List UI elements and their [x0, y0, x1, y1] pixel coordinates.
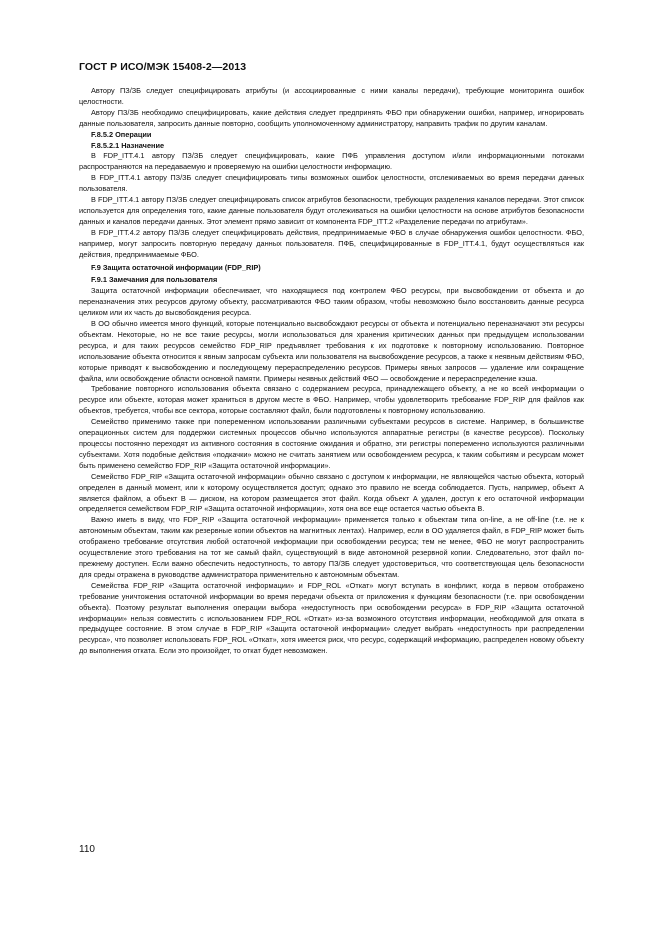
section-heading: F.9 Защита остаточной информации (FDP_RIP) — [91, 262, 261, 272]
document-body — [79, 86, 584, 657]
paragraph: В ОО обычно имеется много функций, которые потенциально высвобождают ресурсы от объекта и потенциально переназначают эти ресурсы объектам. Некоторые, но не все такие ресурсы, могли использоваться для хранения критических данных при предыдущем использовании ресурса, и для таких ресурсов семейство FDP_RIP предъявляет требования к их подготовке к повторному использованию. Повторное использование объекта относится к явным запросам субъекта или пользователя на высвобождение ресурсов, а также к неявным действиям ФБО, которые приводят к высвобождению и последующему перераспределению ресурсов. Примеры явных запросов — удаление или сокращение файла, или освобождение области основной памяти. Примеры неявных действий ФБО — освобождение и перераспределение кэша. — [79, 319, 584, 383]
section-heading: F.8.5.2 Операции — [91, 129, 152, 139]
paragraph: Семейства FDP_RIP «Защита остаточной информации» и FDP_ROL «Откат» могут вступать в конфликт, когда в первом отображено требование уничтожения остаточной информации во время передачи объекта от приложения к функциям безопасности (т.е. при освобождении объекта). Поэтому результат выполнения операции выбора «недоступность при освобождении ресурса» в FDP_RIP «Защита остаточной информации» нельзя совместить с использованием FDP_ROL «Откат» из-за возможного отсутствия информации, необходимой для отката в предыдущее состояние. В этом случае в FDP_RIP «Защита остаточной информации» следует выбрать «недоступность при распределении ресурса», что позволяет использовать FDP_ROL «Откат», хотя имеется риск, что ресурс, содержащий информацию, распределен новому объекту до выполнения отката. Если это произойдет, то откат будет невозможен. — [79, 580, 584, 656]
paragraph: Семейство FDP_RIP «Защита остаточной информации» обычно связано с доступом к информации, не являющейся частью объекта, который определен в данный момент, или к которому осуществляется доступ; однако это правило не всегда соблюдается. Пусть, например, объект А является файлом, а объект В — диском, на котором размещается этот файл. Когда объект А удален, доступ к его остаточной информации определяется семейством FDP_RIP «Защита остаточной информации», хотя она все еще остается частью объекта В. — [79, 471, 584, 514]
paragraph: Автору ПЗ/ЗБ необходимо специфицировать, какие действия следует предпринять ФБО при обнаружении ошибки, например, игнорировать данные пользователя, запросить данные повторно, сообщить уполномоченному администратору, направить трафик по другим каналам. — [79, 107, 584, 128]
paragraph: Защита остаточной информации обеспечивает, что находящиеся под контролем ФБО ресурсы, при высвобождении от объекта и до переназначения этих ресурсов другому объекту, рассматриваются ФБО таким образом, чтобы невозможно было восстановить данные ресурса целиком или их часть до высвобождения ресурса. — [79, 286, 584, 318]
paragraph: Важно иметь в виду, что FDP_RIP «Защита остаточной информации» применяется только к объектам типа on-line, а не off-line (т.е. не к автономным объектам, таким как резервные копии объектов на магнитных лентах). Например, если в ОО удаляется файл, в FDP_RIP может быть отображено требование отсутствия любой остаточной информации при освобождении ресурса; тем не менее, ФБО не могут распространить осуществление этого требования на тот же самый файл, существующий в виде автономной резервной копии. Следовательно, этот файл по-прежнему доступен. Если важно обеспечить недоступность, то автору ПЗ/ЗБ следует удостовериться, что соответствующая цель безопасности для среды отражена в руководстве администратора применительно к автономным объектам. — [79, 515, 584, 579]
paragraph: В FDP_ITT.4.2 автору ПЗ/ЗБ следует специфицировать действия, предпринимаемые ФБО в случае обнаружения ошибок целостности. ФБО, например, могут запросить повторную передачу данных пользователя. ПФБ, специфицированные в FDP_ITT.4.1, будут осуществляться как действия, предпринимаемые ФБО. — [79, 227, 584, 259]
page-header-title: ГОСТ Р ИСО/МЭК 15408-2—2013 — [79, 61, 247, 73]
section-heading: F.8.5.2.1 Назначение — [91, 140, 165, 150]
section-heading: F.9.1 Замечания для пользователя — [91, 275, 218, 285]
paragraph: В FDP_ITT.4.1 автору ПЗ/ЗБ следует специфицировать, какие ПФБ управления доступом и/или информационными потоками распространяются на передаваемую и проверяемую на ошибки целостности информацию. — [79, 151, 584, 172]
paragraph: Требование повторного использования объекта связано с содержанием ресурса, принадлежащего объекту, а не ко всей информации о ресурсе или объекте, которая может храниться в другом месте в ФБО. Например, чтобы удовлетворить требование FDP_RIP для файлов как объектов, требуется, чтобы все сектора, которые составляют файл, были подготовлены к повторному использованию. — [79, 384, 584, 416]
paragraph: В FDP_ITT.4.1 автору ПЗ/ЗБ следует специфицировать типы возможных ошибок целостности, отслеживаемых во время передачи данных пользователя. — [79, 173, 584, 194]
paragraph: Семейство применимо также при попеременном использовании различными субъектами ресурсов в системе. Например, в большинстве операционных систем для поддержки системных процессов обычно используются аппаратные регистры (в качестве ресурсов). Поскольку процессы постоянно переходят из активного состояния в состояние ожидания и обратно, эти регистры попеременно используются различными субъектами. Хотя подобные действия «подкачки» можно не считать занятием или освобождением ресурса, к таким событиям и ресурсам может быть применено семейство FDP_RIP «Защита остаточной информации». — [79, 417, 584, 470]
page-number: 110 — [79, 844, 95, 855]
paragraph: В FDP_ITT.4.1 автору ПЗ/ЗБ следует специфицировать список атрибутов безопасности, требующих разделения каналов передачи. Этот список используется для определения того, какие данные пользователя будут отслеживаться на ошибки целостности на основе атрибутов безопасности данных и каналов передачи данных. Этот элемент прямо зависит от компонента FDP_ITT.2 «Разделение передачи по атрибутам». — [79, 195, 584, 226]
paragraph: Автору ПЗ/ЗБ следует специфицировать атрибуты (и ассоциированные с ними каналы передачи), требующие мониторинга ошибок целостности. — [79, 86, 584, 106]
